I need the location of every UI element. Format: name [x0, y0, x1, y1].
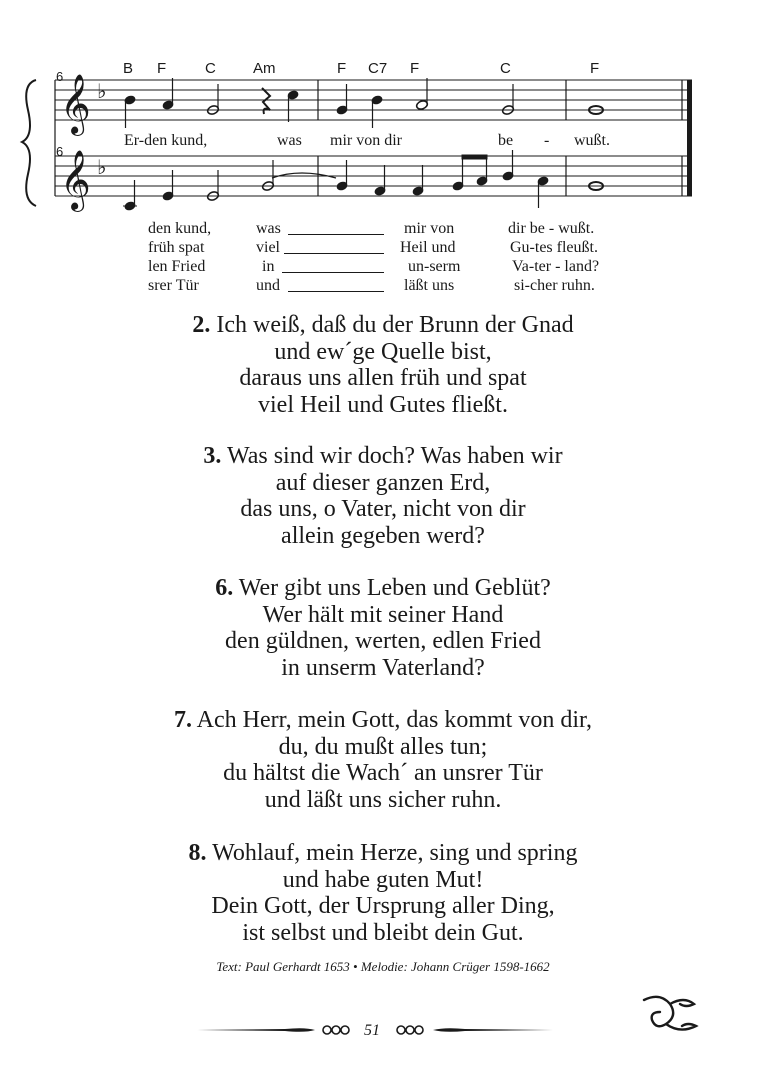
stanza-number: 6. [215, 575, 234, 601]
stanza [0, 443, 766, 549]
lyric-syllable: wußt. [574, 132, 610, 149]
bottom-staff-notes [123, 150, 603, 211]
lyric-syllable: was [277, 132, 302, 149]
stanza-line: und habe guten Mut! [282, 866, 484, 893]
verse-fragment: dir be - wußt. [508, 220, 595, 237]
right-flourish [433, 1028, 553, 1032]
verse-fragment: in [262, 258, 275, 275]
stanza [0, 575, 766, 681]
verse-fragment: Heil und [400, 239, 456, 256]
stanza-number: 3. [203, 443, 222, 469]
lyric-syllable: Er-den kund, [124, 132, 208, 149]
corner-flourish-icon [640, 990, 700, 1038]
stanza-text: Was sind wir doch? Was haben wir [226, 443, 563, 469]
lyric-syllable: - [544, 132, 550, 149]
ornament-dot [323, 1026, 331, 1034]
stanza-line: und ew´ge Quelle bist, [274, 338, 492, 365]
flat-sign-icon: ♭ [97, 155, 107, 179]
verse-fragment: den kund, [148, 220, 212, 237]
ornament-dot [406, 1026, 414, 1034]
measure-number-bottom: 6 [56, 144, 64, 159]
lyric-syllable: be [498, 132, 514, 149]
stanza [0, 707, 766, 813]
stanza-number: 8. [188, 840, 207, 866]
ornament-dot [341, 1026, 349, 1034]
stanza-number: 7. [173, 707, 192, 733]
stanza-line: ist selbst und bleibt dein Gut. [242, 919, 524, 946]
verse-fragment: un-serm [408, 258, 461, 275]
stanza-line [0, 840, 766, 867]
verse-fragment: und [256, 277, 280, 294]
stanza-text: Wohlauf, mein Herze, sing und spring [212, 840, 578, 866]
chord-symbol: F [590, 60, 600, 77]
stanza-line: viel Heil und Gutes fließt. [258, 391, 508, 418]
verse-fragment: was [256, 220, 281, 237]
stanza-text: Ach Herr, mein Gott, das kommt von dir, [196, 707, 593, 733]
page-number: 51 [364, 1022, 380, 1039]
stanza-line: auf dieser ganzen Erd, [275, 469, 491, 496]
chord-symbol: C [205, 60, 216, 77]
ornament-dot [332, 1026, 340, 1034]
stanza-line: das uns, o Vater, nicht von dir [240, 496, 526, 522]
flat-sign-icon: ♭ [97, 79, 107, 103]
verse-fragment: viel [256, 239, 280, 256]
chord-symbol: B [123, 60, 134, 77]
stanza-line: den güldnen, werten, edlen Fried [225, 628, 541, 654]
ornament-dot [415, 1026, 423, 1034]
stanza-line: und läßt uns sicher ruhn. [264, 786, 502, 813]
stanza-text: Ich weiß, daß du der Brunn der Gnad [216, 312, 574, 338]
stanza [0, 312, 766, 418]
left-flourish [197, 1028, 315, 1032]
music-score [0, 0, 766, 300]
stanza-line: Wer hält mit seiner Hand [262, 601, 504, 628]
verse-fragment: mir von [404, 220, 455, 237]
stanza-line: Dein Gott, der Ursprung aller Ding, [211, 893, 555, 919]
verse-fragment: läßt uns [404, 277, 455, 294]
stanza-line [0, 443, 766, 470]
stanza-line: allein gegeben werd? [281, 522, 485, 549]
beam [462, 155, 487, 159]
stanza-line: in unserm Vaterland? [281, 654, 485, 681]
chord-symbol: F [157, 60, 167, 77]
extender-line [288, 291, 384, 292]
chord-symbol: F [337, 60, 347, 77]
measure-number-top: 6 [56, 69, 64, 84]
treble-clef-icon: 𝄞 [60, 150, 91, 210]
stanza-line [0, 312, 766, 339]
verse-fragment: srer Tür [148, 277, 199, 294]
chord-symbol: C7 [368, 60, 388, 77]
system-brace [22, 80, 36, 206]
verse-fragment: Va-ter - land? [512, 258, 600, 275]
extender-line [282, 272, 384, 273]
verse-fragment: len Fried [148, 258, 206, 275]
stanza-line [0, 575, 766, 602]
chord-symbol: Am [253, 60, 276, 77]
extender-line [288, 234, 384, 235]
chord-symbol: C [500, 60, 511, 77]
stanza-line: du hältst die Wach´ an unsrer Tür [223, 760, 543, 786]
chord-symbol: F [410, 60, 420, 77]
text-melody-credit: Text: Paul Gerhardt 1653 • Melodie: Johann Crüger 1598-1662 [216, 959, 550, 974]
final-barline [687, 80, 692, 196]
verse-fragment: si-cher ruhn. [514, 277, 595, 294]
lyric-syllable: mir von dir [330, 132, 402, 149]
stanza-line: daraus uns allen früh und spat [239, 365, 527, 391]
verse-fragment: Gu-tes fleußt. [510, 239, 598, 256]
stanza-text: Wer gibt uns Leben und Geblüt? [238, 575, 551, 601]
stanza [0, 840, 766, 946]
stanza-line [0, 707, 766, 734]
extender-line [284, 253, 384, 254]
verse-fragment: früh spat [148, 239, 205, 256]
treble-clef-icon: 𝄞 [60, 74, 91, 134]
stanza-line: du, du mußt alles tun; [278, 733, 488, 760]
stanza-number: 2. [192, 312, 211, 338]
ornament-dot [397, 1026, 405, 1034]
